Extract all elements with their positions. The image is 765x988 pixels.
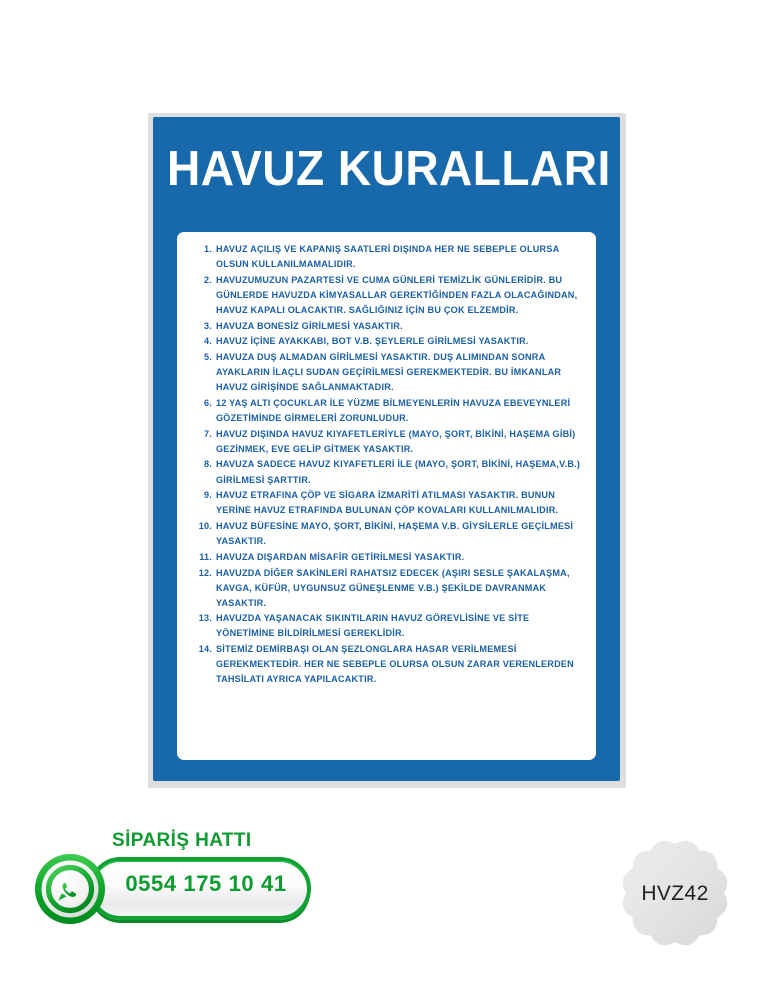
page-title: HAVUZ KURALLARI bbox=[167, 142, 611, 196]
list-item: HAVUZ ETRAFINA ÇÖP VE SİGARA İZMARİTİ ATILMASI YASAKTIR. BUNUN YERİNE HAVUZ ETRAFINDA BULUNAN ÇÖP KOVALARI KULLANILMALIDIR. bbox=[216, 490, 559, 516]
list-item: SİTEMİZ DEMİRBAŞI OLAN ŞEZLONGLARA HASAR VERİLMEMESİ GEREKMEKTEDİR. HER NE SEBEPLE OLURSA OLSUN ZARAR VERENLERDEN TAHSİLATI AYRICA YAPILACAKTIR. bbox=[216, 644, 574, 685]
rules-card bbox=[177, 232, 596, 760]
whatsapp-icon[interactable] bbox=[34, 853, 106, 925]
list-item: HAVUZA BONESİZ GİRİLMESİ YASAKTIR. bbox=[216, 320, 403, 331]
product-code-text: HVZ42 bbox=[641, 882, 709, 905]
list-item: HAVUZ AÇILIŞ VE KAPANIŞ SAATLERİ DIŞINDA HER NE SEBEPLE OLURSA OLSUN KULLANILMAMALIDIR. bbox=[216, 244, 560, 270]
list-item: 12 YAŞ ALTI ÇOCUKLAR İLE YÜZME BİLMEYENLERİN HAVUZA EBEVEYNLERİ GÖZETİMİNDE GİRMELERİ ZORUNLUDUR. bbox=[216, 397, 571, 423]
rules-list bbox=[191, 242, 584, 687]
list-item: HAVUZ BÜFESİNE MAYO, ŞORT, BİKİNİ, HAŞEMA V.B. GİYSİLERLE GEÇİLMESİ YASAKTIR. bbox=[216, 521, 574, 547]
list-item: HAVUZA DIŞARDAN MİSAFİR GETİRİLMESİ YASAKTIR. bbox=[216, 551, 465, 562]
product-code-badge bbox=[612, 830, 738, 956]
phone-number[interactable]: 0554 175 10 41 bbox=[125, 871, 287, 896]
list-item: HAVUZUMUZUN PAZARTESİ VE CUMA GÜNLERİ TEMİZLİK GÜNLERİDİR. BU GÜNLERDE HAVUZDA KİMYASALLAR GEREKTİĞİNDEN FAZLA OLACAĞINDAN, HAVUZ KAPALI OLACAKTIR. SAĞLIĞINIZ İÇİN BU ÇOK ELZEMDİR. bbox=[216, 274, 578, 315]
list-item: HAVUZ İÇİNE AYAKKABI, BOT V.B. ŞEYLERLE GİRİLMESİ YASAKTIR. bbox=[216, 336, 529, 347]
list-item: HAVUZDA YAŞANACAK SIKINTILARIN HAVUZ GÖREVLİSİNE VE SİTE YÖNETİMİNE BİLDİRİLMESİ GEREKLİDİR. bbox=[216, 613, 530, 639]
order-line-title: SİPARİŞ HATTI bbox=[112, 830, 252, 851]
list-item: HAVUZDA DİĞER SAKİNLERİ RAHATSIZ EDECEK (AŞIRI SESLE ŞAKALAŞMA, KAVGA, KÜFÜR, UYGUNSUZ GÜNEŞLENME V.B.) ŞEKİLDE DAVRANMAK YASAKTIR. bbox=[216, 567, 570, 608]
list-item: HAVUZA DUŞ ALMADAN GİRİLMESİ YASAKTIR. DUŞ ALIMINDAN SONRA AYAKLARIN İLAÇLI SUDAN GEÇİRİLMESİ GEREKMEKTEDİR. BU İMKANLAR HAVUZ GİRİŞİNDE SAĞLANMAKTADIR. bbox=[216, 352, 562, 393]
order-line-banner bbox=[34, 826, 324, 946]
poster-blue-frame bbox=[153, 117, 620, 781]
list-item: HAVUZ DIŞINDA HAVUZ KIYAFETLERİYLE (MAYO, ŞORT, BİKİNİ, HAŞEMA GİBİ) GEZİNMEK, EVE GELİP GİTMEK YASAKTIR. bbox=[216, 428, 576, 454]
list-item: HAVUZA SADECE HAVUZ KIYAFETLERİ İLE (MAYO, ŞORT, BİKİNİ, HAŞEMA,V.B.) GİRİLMESİ ŞARTTIR. bbox=[216, 459, 581, 485]
pool-rules-poster bbox=[148, 113, 626, 788]
